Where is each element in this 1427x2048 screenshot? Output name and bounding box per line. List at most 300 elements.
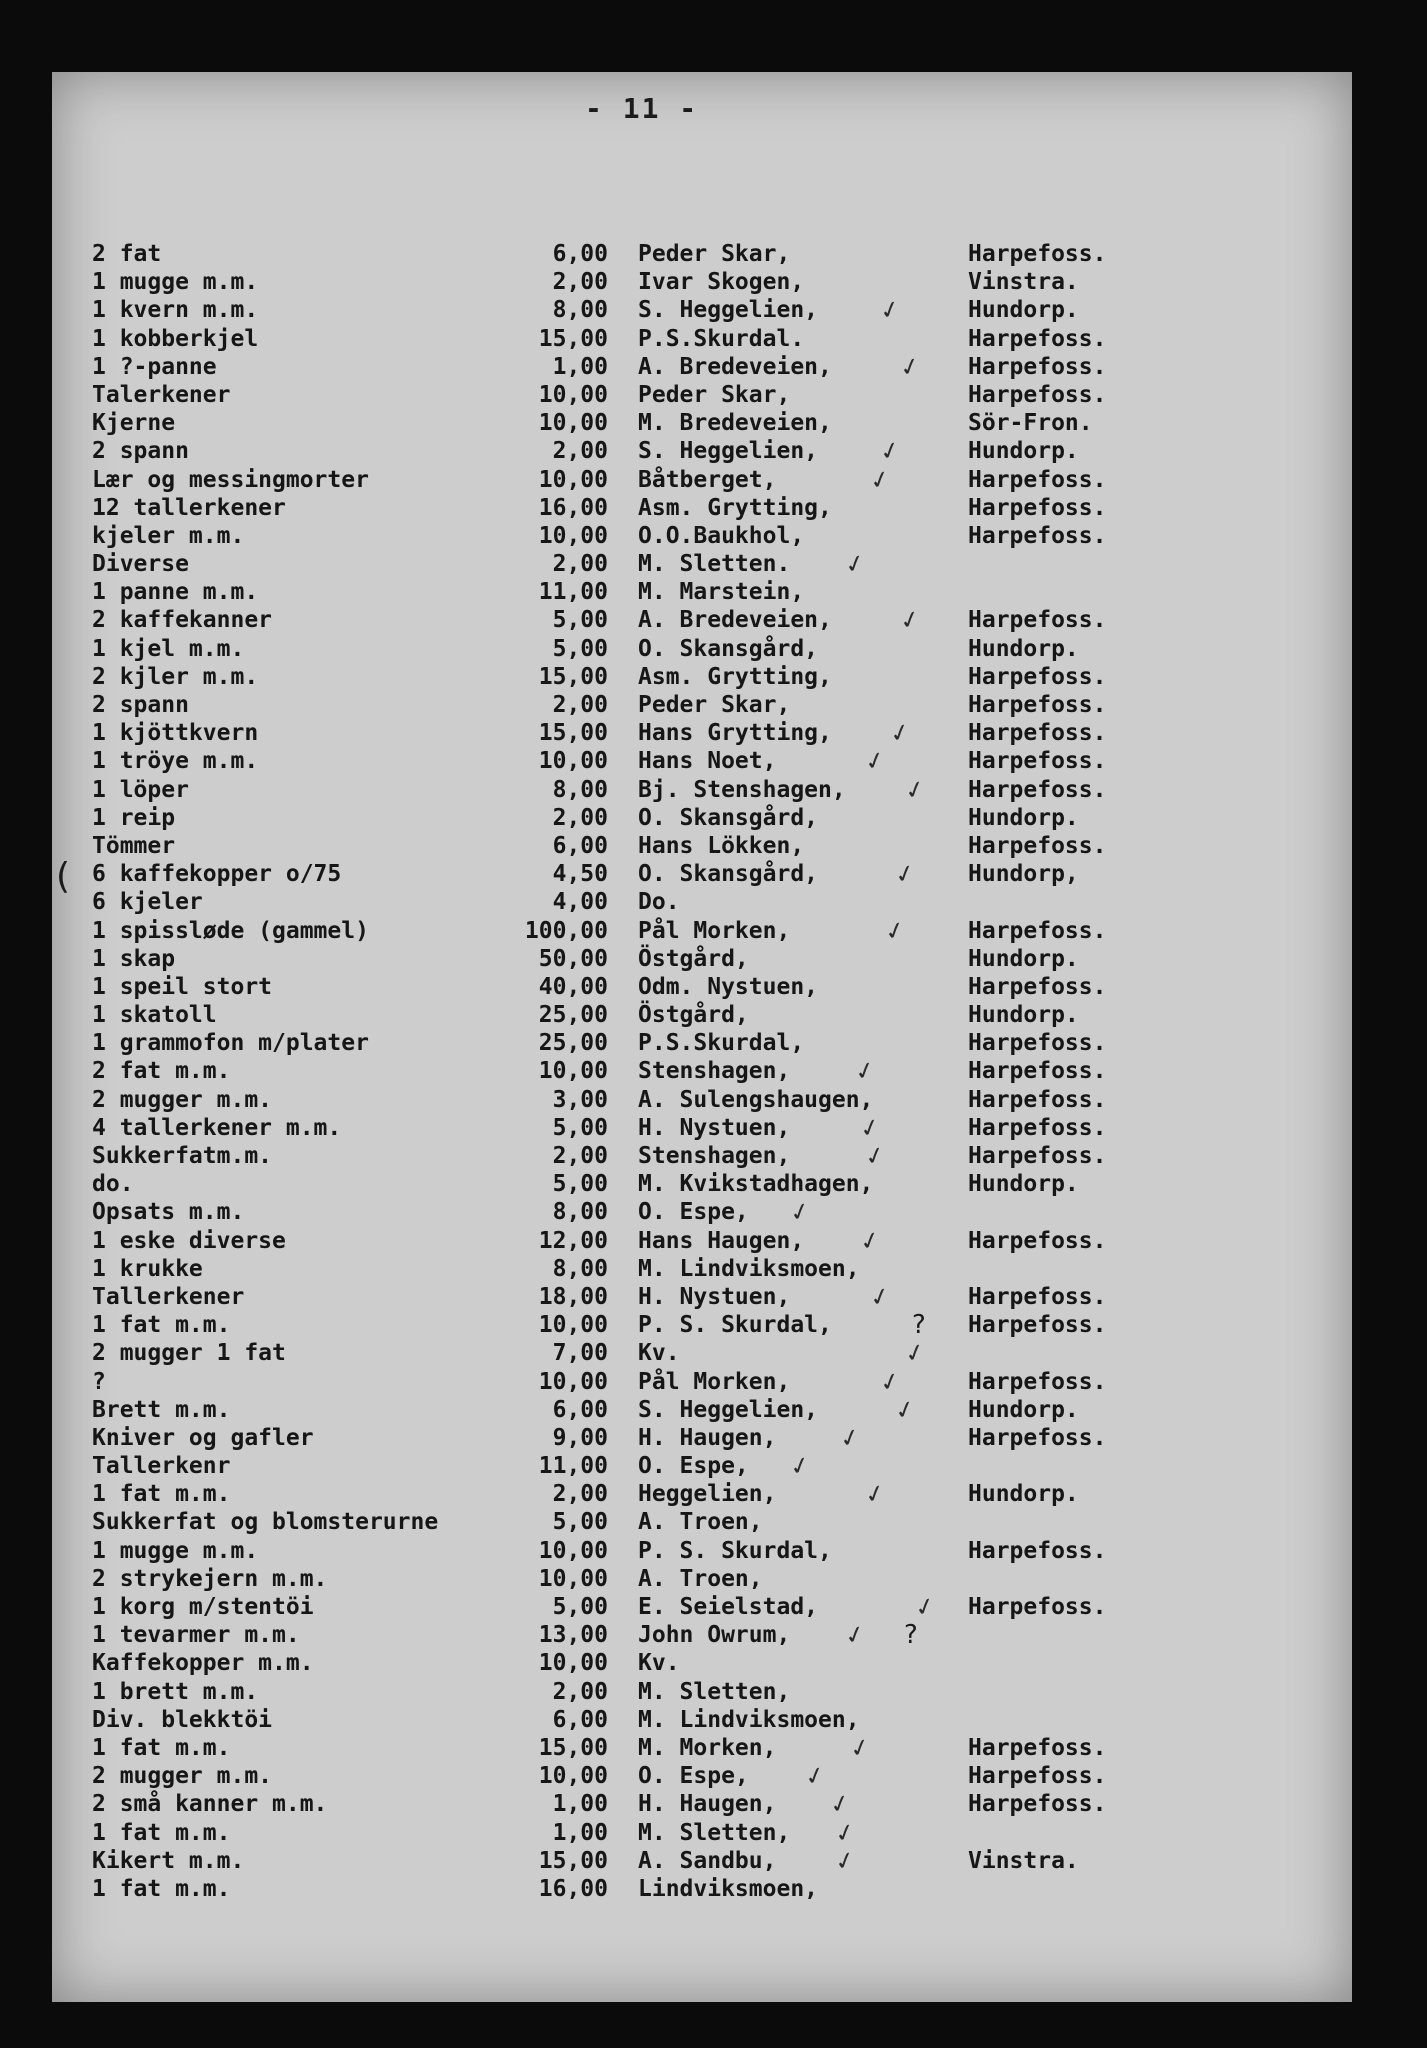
buyer-cell: Östgård,	[638, 1002, 749, 1029]
place-cell: Harpefoss.	[968, 466, 1107, 493]
item-cell: 1 fat m.m.	[92, 1875, 231, 1902]
check-mark-icon: ✓	[861, 745, 889, 778]
price-cell: 11,00	[538, 1453, 608, 1480]
buyer-cell: Lindviksmoen,	[638, 1875, 819, 1902]
buyer-cell: M. Marstein,	[638, 579, 805, 606]
item-cell: Div. blekktöi	[92, 1706, 273, 1733]
item-cell: 1 mugge m.m.	[92, 269, 259, 296]
price-cell: 16,00	[538, 1875, 608, 1902]
table-row	[0, 522, 1427, 550]
buyer-cell: P. S. Skurdal,	[638, 1312, 832, 1339]
price-cell: 5,00	[552, 1114, 608, 1141]
item-cell: 1 kobberkjel	[92, 325, 259, 352]
item-cell: Kjerne	[92, 410, 176, 437]
item-cell: Sukkerfat og blomsterurne	[92, 1509, 439, 1536]
price-cell: 10,00	[538, 1537, 608, 1564]
buyer-cell: Stenshagen,	[638, 1058, 791, 1085]
item-cell: kjeler m.m.	[92, 522, 245, 549]
table-row	[0, 1478, 1427, 1511]
buyer-cell: O. Espe,	[638, 1199, 749, 1226]
buyer-cell: Stenshagen,	[638, 1143, 791, 1169]
item-cell: 1 brett m.m.	[92, 1678, 259, 1705]
table-row	[0, 1731, 1427, 1765]
price-cell: 6,00	[552, 832, 608, 859]
table-row	[0, 1055, 1427, 1088]
price-cell: 8,00	[552, 1255, 608, 1282]
item-cell: Kaffekopper m.m.	[92, 1650, 314, 1677]
item-cell: Tallerkener	[92, 1283, 245, 1310]
table-row	[0, 635, 1427, 663]
buyer-cell: O. Skansgård,	[638, 804, 819, 831]
table-row	[0, 1280, 1427, 1314]
table-row	[0, 1706, 1427, 1734]
buyer-cell: S. Heggelien,	[638, 297, 819, 324]
buyer-cell: Pål Morken,	[638, 1368, 791, 1395]
place-cell: Harpefoss.	[968, 663, 1107, 690]
place-cell: Sör-Fron.	[968, 410, 1093, 437]
place-cell: Hundorp.	[968, 1171, 1079, 1198]
buyer-cell: O. Skansgård,	[638, 861, 819, 888]
check-mark-icon: ✓	[831, 1816, 859, 1849]
check-mark-icon: ✓	[861, 1139, 889, 1173]
buyer-cell: M. Sletten,	[638, 1819, 791, 1846]
buyer-cell: Odm. Nystuen,	[638, 973, 819, 1000]
place-cell: Hundorp.	[968, 1481, 1079, 1508]
buyer-cell: H. Nystuen,	[638, 1114, 791, 1141]
buyer-cell: Båtberget,	[638, 466, 777, 493]
table-row	[0, 1590, 1427, 1624]
table-row	[0, 914, 1427, 947]
buyer-cell: O. Espe,	[638, 1763, 749, 1790]
check-mark-icon: ✓	[901, 1337, 929, 1370]
item-cell: 12 tallerkener	[92, 494, 286, 521]
price-cell: 5,00	[552, 1509, 608, 1536]
check-mark-icon: ✓	[786, 1196, 814, 1229]
table-row	[0, 381, 1427, 409]
buyer-cell: P.S.Skurdal.	[638, 325, 805, 352]
item-cell: Tallerkenr	[92, 1453, 231, 1480]
buyer-cell: Östgård,	[638, 945, 749, 972]
item-cell: 2 kaffekanner	[92, 607, 273, 634]
item-cell: 1 eske diverse	[92, 1227, 286, 1254]
item-cell: 1 fat m.m.	[92, 1312, 231, 1339]
price-cell: 10,00	[538, 410, 608, 437]
table-row	[0, 1255, 1427, 1283]
table-row	[0, 1224, 1427, 1257]
table-row	[0, 1170, 1427, 1198]
price-cell: 2,00	[552, 1678, 608, 1705]
price-cell: 40,00	[538, 973, 608, 1000]
check-mark-icon: ✓	[801, 1759, 829, 1793]
table-row	[0, 857, 1427, 891]
item-cell: Opsats m.m.	[92, 1199, 245, 1226]
price-cell: 6,00	[552, 241, 608, 267]
price-cell: 5,00	[552, 1171, 608, 1198]
item-cell: 2 fat	[92, 241, 162, 267]
price-cell: 8,00	[552, 297, 608, 324]
price-cell: 1,00	[552, 1791, 608, 1818]
table-row	[0, 1759, 1427, 1793]
buyer-cell: John Owrum,	[638, 1622, 791, 1649]
place-cell: Hundorp.	[968, 635, 1079, 662]
table-row	[0, 325, 1427, 353]
item-cell: Diverse	[92, 551, 189, 578]
buyer-cell: Hans Haugen,	[638, 1227, 805, 1254]
place-cell: Harpefoss.	[968, 1763, 1107, 1790]
item-cell: Brett m.m.	[92, 1396, 231, 1423]
price-cell: 8,00	[552, 1199, 608, 1226]
price-cell: 10,00	[538, 522, 608, 549]
table-row	[0, 463, 1427, 496]
buyer-cell: H. Nystuen,	[638, 1283, 791, 1310]
price-cell: 6,00	[552, 1396, 608, 1423]
place-cell: Harpefoss.	[968, 325, 1107, 352]
table-row	[0, 773, 1427, 806]
check-mark-icon: ✓	[841, 547, 869, 581]
page-number: - 11 -	[585, 92, 699, 125]
buyer-cell: E. Seielstad,	[638, 1594, 819, 1620]
price-cell: 7,00	[552, 1340, 608, 1367]
price-cell: 1,00	[552, 353, 608, 380]
item-cell: Lær og messingmorter	[92, 466, 369, 493]
item-cell: 2 kjler m.m.	[92, 663, 259, 690]
table-row	[0, 888, 1427, 916]
place-cell: Harpefoss.	[968, 692, 1107, 718]
item-cell: 2 mugger 1 fat	[92, 1340, 286, 1367]
price-cell: 10,00	[538, 1368, 608, 1395]
buyer-cell: O.O.Baukhol,	[638, 522, 805, 549]
buyer-cell: Hans Noet,	[638, 748, 777, 775]
item-cell: 1 panne m.m.	[92, 579, 259, 606]
price-cell: 1,00	[552, 1819, 608, 1846]
place-cell: Harpefoss.	[968, 720, 1107, 747]
check-mark-icon: ✓	[876, 435, 904, 468]
buyer-cell: Peder Skar,	[638, 241, 791, 267]
check-mark-icon: ✓	[846, 1731, 874, 1765]
table-row	[0, 435, 1427, 468]
price-cell: 10,00	[538, 1058, 608, 1085]
item-cell: 2 spann	[92, 438, 189, 465]
table-row	[0, 1311, 1427, 1339]
buyer-cell: M. Lindviksmoen,	[638, 1255, 860, 1282]
check-mark-icon: ✓	[891, 1393, 919, 1426]
place-cell: Hundorp.	[968, 1396, 1079, 1423]
price-cell: 5,00	[552, 635, 608, 662]
item-cell: 1 tevarmer m.m.	[92, 1622, 300, 1649]
table-row	[0, 1111, 1427, 1144]
table-row	[0, 494, 1427, 522]
price-cell: 10,00	[538, 1650, 608, 1677]
table-row	[0, 1196, 1427, 1229]
item-cell: 2 fat m.m.	[92, 1058, 231, 1085]
place-cell: Harpefoss.	[968, 1424, 1107, 1451]
item-cell: 1 fat m.m.	[92, 1481, 231, 1508]
buyer-cell: Pål Morken,	[638, 917, 791, 944]
buyer-cell: Peder Skar,	[638, 381, 791, 408]
check-mark-icon: ✓	[896, 604, 924, 637]
check-mark-icon: ✓	[911, 1590, 939, 1624]
table-row	[0, 1508, 1427, 1536]
price-cell: 2,00	[552, 692, 608, 718]
buyer-cell: H. Haugen,	[638, 1791, 777, 1818]
check-mark-icon: ✓	[786, 1449, 814, 1483]
buyer-cell: A. Bredeveien,	[638, 607, 832, 634]
buyer-cell: P.S.Skurdal,	[638, 1030, 805, 1057]
place-cell: Vinstra.	[968, 269, 1079, 296]
place-cell: Harpefoss.	[968, 522, 1107, 549]
buyer-cell: M. Sletten.	[638, 551, 791, 578]
table-row	[0, 294, 1427, 327]
place-cell: Harpefoss.	[968, 748, 1107, 775]
table-row	[0, 1365, 1427, 1398]
check-mark-icon: ✓	[866, 463, 894, 496]
item-cell: 1 kjel m.m.	[92, 635, 245, 662]
item-cell: 4 tallerkener m.m.	[92, 1114, 342, 1141]
table-row	[0, 1875, 1427, 1903]
item-cell: 1 kvern m.m.	[92, 297, 259, 324]
item-cell: 2 strykejern m.m.	[92, 1565, 328, 1592]
table-row	[0, 1565, 1427, 1593]
table-row	[0, 1816, 1427, 1849]
place-cell: Harpefoss.	[968, 1227, 1107, 1254]
item-cell: 6 kaffekopper o/75	[92, 861, 342, 888]
item-cell: ?	[92, 1368, 106, 1395]
table-row	[0, 350, 1427, 383]
check-mark-icon: ✓	[876, 1365, 904, 1398]
price-cell: 15,00	[538, 325, 608, 352]
item-cell: 2 mugger m.m.	[92, 1763, 273, 1790]
buyer-cell: A. Sulengshaugen,	[638, 1086, 874, 1113]
item-cell: 1 fat m.m.	[92, 1819, 231, 1846]
buyer-cell: Hans Grytting,	[638, 720, 832, 747]
check-mark-icon: ✓	[856, 1224, 884, 1257]
price-cell: 5,00	[552, 1594, 608, 1620]
check-mark-icon: ✓	[851, 1055, 879, 1088]
buyer-cell: O. Skansgård,	[638, 635, 819, 662]
price-cell: 10,00	[538, 1565, 608, 1592]
price-cell: 2,00	[552, 551, 608, 578]
place-cell: Harpefoss.	[968, 1791, 1107, 1818]
price-cell: 13,00	[538, 1622, 608, 1649]
table-row	[0, 804, 1427, 832]
check-mark-icon: ✓	[901, 773, 929, 806]
table-row	[0, 1537, 1427, 1565]
price-cell: 2,00	[552, 804, 608, 831]
item-cell: 1 mugge m.m.	[92, 1537, 259, 1564]
item-cell: 1 korg m/stentöi	[92, 1594, 314, 1620]
place-cell: Harpefoss.	[968, 1086, 1107, 1113]
place-cell: Harpefoss.	[968, 1030, 1107, 1057]
price-cell: 15,00	[538, 1847, 608, 1874]
table-row	[0, 1421, 1427, 1455]
price-cell: 6,00	[552, 1706, 608, 1733]
check-mark-icon: ✓	[881, 914, 909, 947]
table-row	[0, 945, 1427, 973]
price-cell: 12,00	[538, 1227, 608, 1254]
buyer-cell: Asm. Grytting,	[638, 494, 832, 521]
table-row	[0, 240, 1427, 268]
price-cell: 2,00	[552, 269, 608, 296]
price-cell: 15,00	[538, 663, 608, 690]
buyer-cell: A. Troen,	[638, 1509, 763, 1536]
price-cell: 16,00	[538, 494, 608, 521]
item-cell: 1 grammofon m/plater	[92, 1030, 369, 1057]
price-cell: 50,00	[538, 945, 608, 972]
price-cell: 25,00	[538, 1030, 608, 1057]
check-mark-icon: ✓	[836, 1421, 864, 1455]
place-cell: Harpefoss.	[968, 1114, 1107, 1141]
table-row	[0, 1001, 1427, 1029]
check-mark-icon: ✓	[856, 1111, 884, 1144]
item-cell: do.	[92, 1171, 134, 1198]
item-cell: 1 skap	[92, 945, 176, 972]
buyer-cell: S. Heggelien,	[638, 1396, 819, 1423]
price-cell: 2,00	[552, 438, 608, 465]
table-row	[0, 717, 1427, 750]
buyer-cell: M. Lindviksmoen,	[638, 1706, 860, 1733]
table-row	[0, 1619, 1427, 1652]
price-cell: 10,00	[538, 381, 608, 408]
check-mark-icon: ✓	[861, 1478, 889, 1511]
table-row	[0, 1139, 1427, 1173]
buyer-cell: P. S. Skurdal,	[638, 1537, 832, 1564]
place-cell: Hundorp.	[968, 438, 1079, 465]
table-row	[0, 1393, 1427, 1426]
item-cell: Tömmer	[92, 832, 176, 859]
buyer-cell: Bj. Stenshagen,	[638, 776, 846, 803]
price-cell: 2,00	[552, 1481, 608, 1508]
item-cell: 2 mugger m.m.	[92, 1086, 273, 1113]
place-cell: Hundorp,	[968, 861, 1079, 888]
price-cell: 15,00	[538, 720, 608, 747]
buyer-cell: A. Troen,	[638, 1565, 763, 1592]
check-mark-icon: ✓	[831, 1844, 859, 1877]
check-mark-icon: ✓	[826, 1788, 854, 1821]
table-row	[0, 1678, 1427, 1706]
item-cell: 1 ?-panne	[92, 353, 217, 380]
price-cell: 11,00	[538, 579, 608, 606]
price-cell: 3,00	[552, 1086, 608, 1113]
buyer-cell: H. Haugen,	[638, 1424, 777, 1451]
place-cell: Harpefoss.	[968, 1537, 1107, 1564]
place-cell: Harpefoss.	[968, 1058, 1107, 1085]
question-mark: ?	[912, 1310, 926, 1340]
buyer-cell: M. Sletten,	[638, 1678, 791, 1705]
item-cell: 1 reip	[92, 804, 176, 831]
buyer-cell: Kv.	[638, 1340, 680, 1367]
place-cell: Harpefoss.	[968, 1594, 1107, 1620]
place-cell: Harpefoss.	[968, 607, 1107, 634]
item-cell: 1 tröye m.m.	[92, 748, 259, 775]
buyer-cell: Kv.	[638, 1650, 680, 1677]
item-cell: Sukkerfatm.m.	[92, 1143, 273, 1169]
table-row	[0, 1029, 1427, 1057]
item-cell: 1 krukke	[92, 1255, 203, 1282]
buyer-cell: Hans Lökken,	[638, 832, 805, 859]
place-cell: Harpefoss.	[968, 1143, 1107, 1169]
price-cell: 10,00	[538, 466, 608, 493]
table-row	[0, 547, 1427, 581]
item-cell: 1 spissløde (gammel)	[92, 917, 369, 944]
table-row	[0, 409, 1427, 437]
check-mark-icon: ✓	[841, 1619, 869, 1652]
question-mark: ?	[904, 1620, 918, 1650]
item-cell: 1 kjöttkvern	[92, 720, 259, 747]
price-cell: 25,00	[538, 1002, 608, 1029]
place-cell: Harpefoss.	[968, 1368, 1107, 1395]
table-row	[0, 1449, 1427, 1483]
price-cell: 2,00	[552, 1143, 608, 1169]
item-cell: Kikert m.m.	[92, 1847, 245, 1874]
price-cell: 5,00	[552, 607, 608, 634]
table-row	[0, 578, 1427, 606]
place-cell: Harpefoss.	[968, 241, 1107, 267]
buyer-cell: M. Morken,	[638, 1734, 777, 1761]
item-cell: 1 speil stort	[92, 973, 273, 1000]
place-cell: Harpefoss.	[968, 353, 1107, 380]
sale-list	[0, 240, 1427, 1903]
price-cell: 4,00	[552, 889, 608, 916]
table-row	[0, 604, 1427, 637]
place-cell: Hundorp.	[968, 1002, 1079, 1029]
item-cell: 2 spann	[92, 692, 189, 718]
price-cell: 15,00	[538, 1734, 608, 1761]
item-cell: 1 löper	[92, 776, 189, 803]
place-cell: Harpefoss.	[968, 776, 1107, 803]
table-row	[0, 1337, 1427, 1370]
item-cell: 1 fat m.m.	[92, 1734, 231, 1761]
place-cell: Hundorp.	[968, 945, 1079, 972]
buyer-cell: Peder Skar,	[638, 692, 791, 718]
buyer-cell: Ivar Skogen,	[638, 269, 805, 296]
price-cell: 9,00	[552, 1424, 608, 1451]
place-cell: Harpefoss.	[968, 1283, 1107, 1310]
table-row	[0, 691, 1427, 719]
place-cell: Vinstra.	[968, 1847, 1079, 1874]
price-cell: 4,50	[552, 861, 608, 888]
price-cell: 10,00	[538, 1312, 608, 1339]
item-cell: 1 skatoll	[92, 1002, 217, 1029]
table-row	[0, 1649, 1427, 1677]
buyer-cell: A. Sandbu,	[638, 1847, 777, 1874]
buyer-cell: M. Kvikstadhagen,	[638, 1171, 874, 1198]
table-row	[0, 973, 1427, 1001]
check-mark-icon: ✓	[891, 857, 919, 891]
place-cell: Harpefoss.	[968, 917, 1107, 944]
buyer-cell: A. Bredeveien,	[638, 353, 832, 380]
check-mark-icon: ✓	[896, 350, 924, 383]
buyer-cell: M. Bredeveien,	[638, 410, 832, 437]
place-cell: Harpefoss.	[968, 832, 1107, 859]
place-cell: Harpefoss.	[968, 973, 1107, 1000]
table-row	[0, 1788, 1427, 1821]
buyer-cell: Asm. Grytting,	[638, 663, 832, 690]
check-mark-icon: ✓	[866, 1280, 894, 1314]
buyer-cell: S. Heggelien,	[638, 438, 819, 465]
price-cell: 10,00	[538, 1763, 608, 1790]
item-cell: Kniver og gafler	[92, 1424, 314, 1451]
buyer-cell: Heggelien,	[638, 1481, 777, 1508]
price-cell: 10,00	[538, 748, 608, 775]
item-cell: Talerkener	[92, 381, 231, 408]
place-cell: Harpefoss.	[968, 381, 1107, 408]
table-row	[0, 1086, 1427, 1114]
place-cell: Harpefoss.	[968, 1734, 1107, 1761]
place-cell: Hundorp.	[968, 297, 1079, 324]
table-row	[0, 1844, 1427, 1877]
item-cell: 2 små kanner m.m.	[92, 1791, 328, 1818]
bracket-mark: (	[56, 856, 71, 897]
